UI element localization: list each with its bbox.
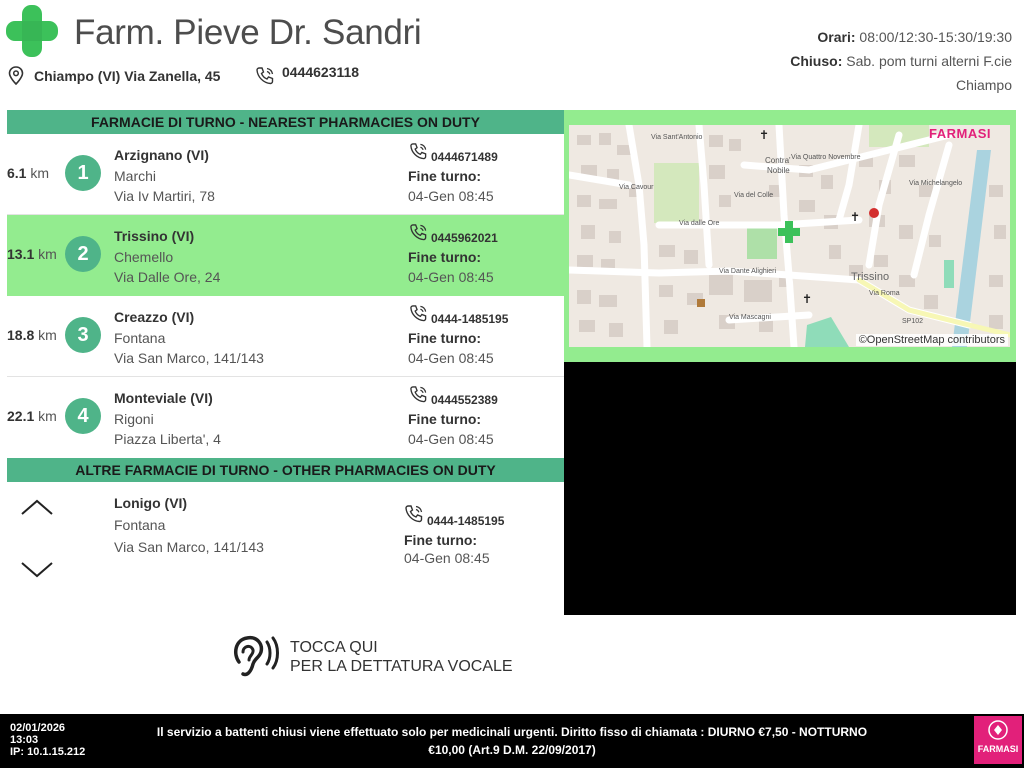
map-label: Via Roma: [869, 290, 900, 297]
footer-ip: IP: 10.1.15.212: [10, 746, 86, 758]
phone-icon: [255, 66, 275, 86]
rank-badge: 2: [65, 236, 101, 272]
voice-dictation-line2[interactable]: PER LA DETTATURA VOCALE: [290, 658, 513, 675]
footer-notice-line2: €10,00 (Art.9 D.M. 22/09/2017): [428, 743, 596, 757]
end-shift-label: Fine turno:: [408, 168, 482, 184]
pharmacy-row[interactable]: [7, 296, 564, 377]
pharmacy-row[interactable]: [7, 215, 564, 296]
map-label: Via del Colle: [734, 192, 774, 199]
end-shift-label: Fine turno:: [404, 532, 478, 548]
church-icon: ✝: [850, 210, 861, 224]
footer-datetime: [10, 722, 85, 758]
pharmacy-name: Monteviale (VI): [114, 390, 213, 406]
footer: [0, 714, 1024, 768]
map-label: Contra': [765, 156, 791, 165]
opening-hours: [732, 25, 1012, 97]
voice-dictation-line1[interactable]: TOCCA QUI: [290, 639, 378, 656]
end-shift-label: Fine turno:: [408, 411, 482, 427]
other-pharmacy-name: Lonigo (VI): [114, 495, 188, 511]
map-label: Via Michelangelo: [909, 180, 963, 187]
pharmacy-title: Farm. Pieve Dr. Sandri: [74, 13, 422, 52]
nearest-pharmacies-header: FARMACIE DI TURNO - NEAREST PHARMACIES ON DUTY: [7, 110, 564, 134]
other-pharmacy-phone[interactable]: 0444-1485195: [427, 514, 505, 528]
pharmacy-cross-logo-icon: [6, 5, 58, 57]
pharmacy-street: Via Dalle Ore, 24: [114, 269, 221, 285]
pharmacy-phone[interactable]: 0445962021: [431, 231, 498, 245]
end-shift-value: 04-Gen 08:45: [408, 188, 494, 204]
location-pin-icon: [7, 66, 25, 86]
pharmacy-owner: Rigoni: [114, 411, 154, 427]
farmasi-logo-text: FARMASI: [977, 744, 1019, 754]
map-brand-logo: FARMASI: [929, 126, 991, 141]
map-label: Via Dante Alighieri: [719, 268, 777, 275]
hours-label: Orari:: [817, 29, 856, 45]
rank-badge: 1: [65, 155, 101, 191]
map-label: Via Cavour: [619, 184, 654, 191]
pharmacy-address: Chiampo (VI) Via Zanella, 45: [34, 68, 221, 84]
rank-badge: 3: [65, 317, 101, 353]
church-icon: ✝: [759, 128, 770, 142]
map-label: Via Sant'Antonio: [651, 134, 703, 141]
end-shift-label: Fine turno:: [408, 249, 482, 265]
video-panel: [564, 362, 1016, 615]
footer-time: 13:03: [10, 734, 39, 746]
church-icon: ✝: [802, 292, 813, 306]
pharmacy-name: Arzignano (VI): [114, 147, 209, 163]
rank-badge: 4: [65, 398, 101, 434]
pharmacy-phone[interactable]: 0444671489: [431, 150, 498, 164]
pharmacy-street: Via San Marco, 141/143: [114, 350, 264, 366]
distance: 18.8 km: [7, 327, 57, 343]
footer-notice: [150, 723, 874, 759]
map-label: Via Quattro Novembre: [791, 154, 861, 161]
other-pharmacy-owner: Fontana: [114, 517, 166, 533]
pharmacy-owner: Marchi: [114, 168, 157, 184]
pharmacy-name: Creazzo (VI): [114, 309, 195, 325]
distance: 6.1 km: [7, 165, 50, 181]
phone-icon: [409, 385, 428, 404]
other-pharmacies-header: ALTRE FARMACIE DI TURNO - OTHER PHARMACIES ON DUTY: [7, 458, 564, 482]
pharmacy-phone[interactable]: 0444623118: [282, 64, 360, 80]
map-label: Via Mascagni: [729, 314, 771, 321]
pharmacy-street: Via Iv Martiri, 78: [114, 188, 215, 204]
pharmacy-row[interactable]: [7, 377, 564, 457]
end-shift-value: 04-Gen 08:45: [408, 269, 494, 285]
hospital-icon: [869, 208, 879, 218]
closed-value: Sab. pom turni alterni F.cie Chiampo: [846, 53, 1012, 93]
phone-icon: [409, 223, 428, 242]
pharmacy-owner: Fontana: [114, 330, 166, 346]
end-shift-value: 04-Gen 08:45: [408, 431, 494, 447]
ear-voice-icon[interactable]: [229, 632, 281, 684]
distance: 22.1 km: [7, 408, 57, 424]
map-graphic: [569, 125, 1010, 347]
phone-icon: [404, 504, 424, 524]
farmasi-emblem-icon: [974, 716, 1022, 746]
phone-icon: [409, 304, 428, 323]
phone-icon: [409, 142, 428, 161]
pharmacy-owner: Chemello: [114, 249, 174, 265]
closed-label: Chiuso:: [790, 53, 843, 69]
map[interactable]: [569, 125, 1010, 347]
map-credit[interactable]: ©OpenStreetMap contributors: [856, 334, 1008, 346]
distance: 13.1 km: [7, 246, 57, 262]
pharmacy-phone[interactable]: 0444-1485195: [431, 312, 509, 326]
pharmacy-phone[interactable]: 0444552389: [431, 393, 498, 407]
map-label: Trissino: [851, 271, 890, 283]
pharmacy-name: Trissino (VI): [114, 228, 195, 244]
pharmacy-row[interactable]: [7, 134, 564, 215]
end-shift-value: 04-Gen 08:45: [408, 350, 494, 366]
chevron-up-icon[interactable]: [20, 497, 54, 517]
map-label: SP102: [902, 318, 924, 325]
footer-notice-line1: Il servizio a battenti chiusi viene effettuato solo per medicinali urgenti. Diritto fisso di chiamata : DIURNO €7,50 - NOTTURNO: [156, 725, 868, 739]
map-label: Nobile: [767, 166, 790, 175]
other-pharmacy-street: Via San Marco, 141/143: [114, 539, 264, 555]
chevron-down-icon[interactable]: [20, 560, 54, 580]
footer-date: 02/01/2026: [10, 722, 66, 734]
farmasi-logo: [974, 716, 1022, 764]
library-icon: [697, 299, 705, 307]
end-shift-value: 04-Gen 08:45: [404, 550, 490, 566]
end-shift-label: Fine turno:: [408, 330, 482, 346]
pharmacy-street: Piazza Liberta', 4: [114, 431, 221, 447]
hours-value: 08:00/12:30-15:30/19:30: [859, 29, 1012, 45]
map-label: Via dalle Ore: [679, 220, 720, 227]
